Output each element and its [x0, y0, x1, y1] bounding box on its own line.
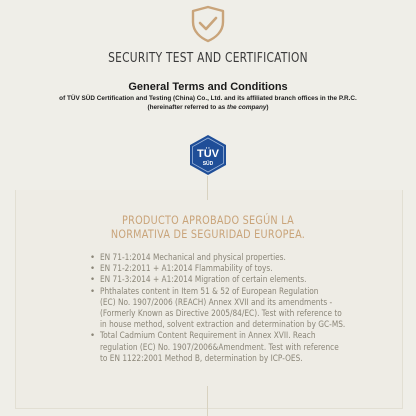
- approval-line-1: PRODUCTO APROBADO SEGÚN LA: [122, 213, 294, 227]
- approval-line-2: NORMATIVA DE SEGURIDAD EUROPEA.: [110, 227, 306, 241]
- page-title: SECURITY TEST AND CERTIFICATION: [108, 51, 308, 66]
- tuv-sud-logo-icon: [187, 134, 229, 176]
- list-item: • EN 71-1:2014 Mechanical and physical properties.: [90, 253, 390, 264]
- terms-title: General Terms and Conditions: [128, 81, 288, 93]
- divider-line: [207, 176, 208, 200]
- list-item: • Total Cadmium Content Requirement in Annex XVII. Reach regulation (EC) No. 1907/2006&Amendment. Test with reference to EN 1122:2001 Method B, determination by ICP-OES.: [90, 331, 390, 365]
- list-item: • EN 71-3:2014 + A1:2014 Migration of certain elements.: [90, 275, 390, 286]
- list-item: • Phthalates content in Item 51 & 52 of European Regulation (EC) No. 1907/2006 (REACH) Annex XVII and its amendments - (Formerly Known as Directive 2005/84/EC). Test with reference to in house method, solvent extraction and determination by GC-MS.: [90, 287, 390, 332]
- approval-statement: [0, 213, 416, 241]
- standards-list: [90, 253, 390, 365]
- divider-line-bottom: [207, 386, 208, 416]
- terms-reference-line: (hereinafter referred to as the company): [147, 104, 269, 111]
- logo-text-top: TÜV: [197, 148, 219, 160]
- list-item: • EN 71-2:2011 + A1:2014 Flammability of toys.: [90, 264, 390, 275]
- terms-company-line: of TÜV SÜD Certification and Testing (China) Co., Ltd. and its affiliated branch offices in the P.R.C.: [59, 95, 357, 102]
- logo-text-bottom: SÜD: [202, 161, 214, 167]
- shield-check-icon: [186, 4, 230, 44]
